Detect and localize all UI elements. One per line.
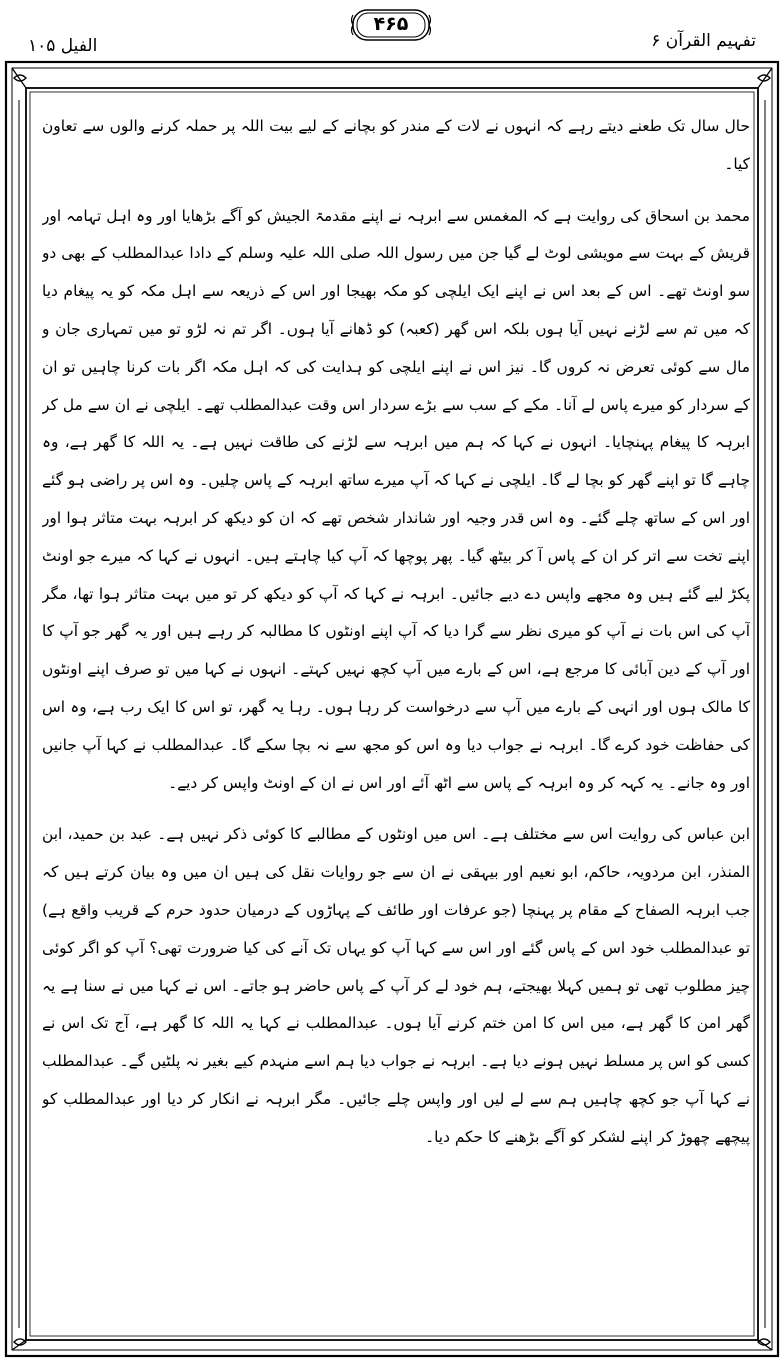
paragraph-3: ابن عباس کی روایت اس سے مختلف ہے۔ اس میں اونٹوں کے مطالبے کا کوئی ذکر نہیں ہے۔ عبد بن حمید، ابن المنذر، ابن مردویہ، حاکم، ابو نعیم اور بیہقی نے ان سے جو روایات نقل کی ہیں ان میں وہ بیان کرتے ہیں کہ جب ابرہہ الصفاح کے مقام پر پہنچا (جو عرفات اور طائف کے پہاڑوں کے درمیان حدود حرم کے قریب واقع ہے) تو عبدالمطلب خود اس کے پاس گئے اور اس سے کہا آپ کو یہاں تک آنے کی کیا ضرورت تھی؟ آپ کو اگر کوئی چیز مطلوب تھی تو ہمیں کہلا بھیجتے، ہم خود لے کر آپ کے پاس حاضر ہو جاتے۔ اس نے کہا میں نے سنا ہے یہ گھر امن کا گھر ہے، میں اس کا امن ختم کرنے آیا ہوں۔ عبدالمطلب نے کہا یہ اللہ کا گھر ہے، آج تک اس نے کسی کو اس پر مسلط نہیں ہونے دیا ہے۔ ابرہہ نے جواب دیا ہم اسے منہدم کیے بغیر نہ پلٹیں گے۔ عبدالمطلب نے کہا آپ جو کچھ چاہیں ہم سے لے لیں اور واپس چلے جائیں۔ مگر ابرہہ نے انکار کر دیا اور عبدالمطلب کو پیچھے چھوڑ کر اپنے لشکر کو آگے بڑھنے کا حکم دیا۔ xyxy=(42,825,750,1146)
surah-reference: الفیل ۱۰۵ xyxy=(28,36,98,56)
book-title: تفہیم القرآن ۶ xyxy=(651,31,756,51)
page-body xyxy=(42,108,750,1348)
paragraph-2: محمد بن اسحاق کی روایت ہے کہ المغمس سے ابرہہ نے اپنے مقدمۃ الجیش کو آگے بڑھایا اور وہ اہل تہامہ اور قریش کے بہت سے مویشی لوٹ لے گیا جن میں رسول اللہ صلی اللہ علیہ وسلم کے دادا عبدالمطلب کے بھی دو سو اونٹ تھے۔ اس کے بعد اس نے اپنے ایک ایلچی کو مکہ بھیجا اور اس کے ذریعہ سے اہل مکہ کو یہ پیغام دیا کہ میں تم سے لڑنے نہیں آیا ہوں بلکہ اس گھر (کعبہ) کو ڈھانے آیا ہوں۔ اگر تم نہ لڑو تو میں تمہاری جان و مال سے کوئی تعرض نہ کروں گا۔ نیز اس نے اپنے ایلچی کو ہدایت کی کہ اہل مکہ اگر بات کرنا چاہیں تو ان کے سردار کو میرے پاس لے آنا۔ مکے کے سب سے بڑے سردار اس وقت عبدالمطلب تھے۔ ایلچی نے ان سے مل کر ابرہہ کا پیغام پہنچایا۔ انہوں نے کہا کہ ہم میں ابرہہ سے لڑنے کی طاقت نہیں ہے۔ یہ اللہ کا گھر ہے، وہ چاہے گا تو اپنے گھر کو بچا لے گا۔ ایلچی نے کہا کہ آپ میرے ساتھ ابرہہ کے پاس چلیں۔ وہ اس پر راضی ہو گئے اور اس کے ساتھ چلے گئے۔ وہ اس قدر وجیہ اور شاندار شخص تھے کہ ان کو دیکھ کر ابرہہ بہت متاثر ہوا اور اپنے تخت سے اتر کر ان کے پاس آ کر بیٹھ گیا۔ پھر پوچھا کہ آپ کیا چاہتے ہیں۔ انہوں نے کہا کہ میرے جو اونٹ پکڑ لیے گئے ہیں وہ مجھے واپس دے دیے جائیں۔ ابرہہ نے کہا کہ آپ کو دیکھ کر تو میں بہت متاثر ہوا تھا، مگر آپ کی اس بات نے آپ کو میری نظر سے گرا دیا کہ آپ اپنے اونٹوں کا مطالبہ کر رہے ہیں اور یہ گھر جو آپ کا اور آپ کے دین آبائی کا مرجع ہے، اس کے بارے میں آپ کچھ نہیں کہتے۔ انہوں نے کہا میں تو صرف اپنے اونٹوں کا مالک ہوں اور انہی کے بارے میں آپ سے درخواست کر رہا ہوں۔ رہا یہ گھر، تو اس کا ایک رب ہے، وہ اس کی حفاظت خود کرے گا۔ ابرہہ نے جواب دیا وہ اس کو مجھ سے نہ بچا سکے گا۔ عبدالمطلب نے کہا آپ جانیں اور وہ جانے۔ یہ کہہ کر وہ ابرہہ کے پاس سے اٹھ آئے اور اس نے ان کے اونٹ واپس کر دیے۔ xyxy=(42,206,750,792)
page-number-cartouche xyxy=(350,6,432,44)
paragraph-1: حال سال تک طعنے دیتے رہے کہ انہوں نے لات کے مندر کو بچانے کے لیے بیت اللہ پر حملہ کرنے والوں سے تعاون کیا۔ xyxy=(42,117,750,173)
page-number: ۴۶۵ xyxy=(373,13,409,35)
